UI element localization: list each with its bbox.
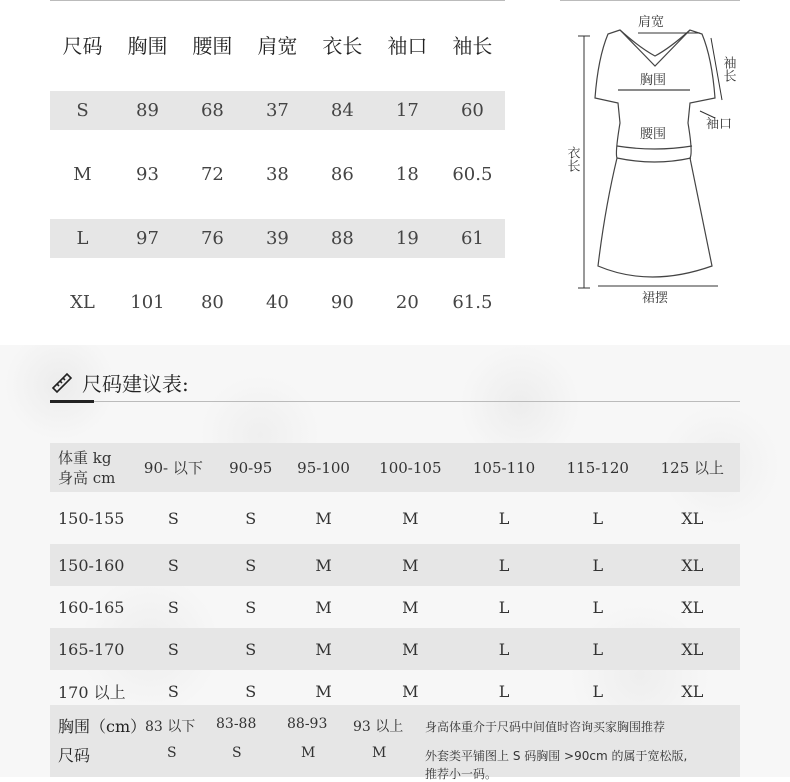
size-cell: M [402, 508, 419, 528]
cell: L [50, 219, 115, 258]
height-cell: 165-170 [50, 628, 129, 670]
size-cell: XL [681, 597, 704, 617]
weight-header: 100-105 [363, 443, 457, 492]
title-underline-accent [50, 400, 94, 403]
header-shoulder: 肩宽 [257, 33, 298, 58]
recommendation-title [50, 368, 189, 397]
cell: 80 [200, 292, 224, 313]
size-cell: L [457, 544, 551, 586]
recommendation-header-row [50, 443, 740, 492]
header-sleeve: 袖长 [452, 33, 493, 58]
size-cell: S [245, 681, 257, 701]
weight-header: 115-120 [551, 443, 645, 492]
size-cell: S [245, 597, 257, 617]
header-size: 尺码 [62, 33, 103, 58]
size-cell: L [551, 544, 645, 586]
size-cell: L [498, 508, 510, 528]
chest-size: S [232, 745, 242, 761]
cell: 89 [115, 91, 180, 130]
cell: 86 [330, 164, 354, 185]
cell: 93 [136, 164, 159, 185]
label-cuff: 袖口 [706, 117, 733, 132]
size-cell: L [592, 681, 604, 701]
cell: 90 [330, 292, 354, 313]
chest-size: S [167, 745, 177, 761]
size-cell: S [129, 628, 218, 670]
chest-guide-label: 胸围（cm） [58, 717, 147, 736]
chest-note-2: 外套类平铺图上 S 码胸围 >90cm 的属于宽松版, [425, 749, 688, 763]
recommendation-row [50, 492, 740, 544]
weight-header: 105-110 [457, 443, 551, 492]
dress-outline [595, 30, 715, 277]
size-cell: S [218, 544, 284, 586]
size-guide-label: 尺码 [58, 746, 91, 765]
recommendation-table [50, 443, 740, 712]
size-cell: M [315, 508, 332, 528]
size-chart-section [0, 0, 790, 345]
cell: 39 [245, 219, 310, 258]
cell: 88 [310, 219, 375, 258]
ruler-icon [50, 371, 74, 395]
recommendation-row [50, 586, 740, 628]
cell: 61.5 [452, 292, 493, 313]
height-cell: 150-160 [50, 544, 129, 586]
size-cell: L [592, 597, 604, 617]
cell: 20 [395, 292, 419, 313]
size-row [50, 155, 505, 194]
size-cell: S [245, 508, 257, 528]
cell: S [50, 91, 115, 130]
chest-size: M [372, 745, 387, 761]
cell: 40 [265, 292, 289, 313]
cell: 72 [200, 164, 224, 185]
size-cell: S [167, 681, 179, 701]
size-cell: XL [645, 544, 740, 586]
cell: 84 [310, 91, 375, 130]
size-row [50, 219, 505, 258]
size-chart-header-row [50, 22, 505, 66]
chest-note-3: 推荐小一码。 [425, 767, 498, 781]
size-cell: L [457, 628, 551, 670]
cell: XL [70, 292, 95, 313]
label-waist: 腰围 [640, 127, 667, 142]
weight-header: 125 以上 [645, 443, 740, 492]
cell: 61 [440, 219, 505, 258]
size-cell: L [498, 597, 510, 617]
size-row [50, 283, 505, 322]
size-cell: M [363, 544, 457, 586]
chest-guide [50, 705, 740, 781]
cell: 76 [180, 219, 245, 258]
header-weight: 体重 kg [58, 448, 112, 467]
weight-header: 95-100 [284, 443, 364, 492]
size-cell: M [284, 544, 364, 586]
height-cell: 170 以上 [58, 682, 126, 702]
cell: 68 [180, 91, 245, 130]
weight-header: 90- 以下 [129, 443, 218, 492]
chest-range: 88-93 [287, 716, 328, 732]
size-cell: S [167, 597, 179, 617]
size-cell: M [363, 628, 457, 670]
size-cell: M [284, 628, 364, 670]
label-length: 衣长 [564, 146, 580, 172]
size-cell: S [218, 628, 284, 670]
size-cell: XL [645, 628, 740, 670]
cell: 97 [115, 219, 180, 258]
chest-range: 93 以上 [353, 719, 404, 735]
height-cell: 150-155 [58, 508, 125, 528]
top-divider [50, 0, 505, 1]
size-cell: S [129, 544, 218, 586]
size-cell: L [498, 681, 510, 701]
label-shoulder: 肩宽 [638, 15, 665, 30]
recommendation-row [50, 544, 740, 586]
size-chart-table [50, 22, 505, 322]
chest-size: M [301, 745, 316, 761]
label-hem: 裙摆 [642, 291, 669, 306]
waist-seam-lower [617, 158, 691, 162]
neckline [620, 30, 690, 66]
waist-seam [617, 146, 692, 149]
size-cell: M [402, 681, 419, 701]
cell: 17 [375, 91, 440, 130]
cell: 38 [265, 164, 289, 185]
recommendation-title-text: 尺码建议表: [82, 372, 189, 396]
chest-note-1: 身高体重介于尺码中间值时咨询买家胸围推荐 [425, 720, 666, 734]
header-waist: 腰围 [192, 33, 233, 58]
cell: 37 [245, 91, 310, 130]
weight-header: 90-95 [218, 443, 284, 492]
header-cuff: 袖口 [387, 33, 428, 58]
recommendation-row [50, 628, 740, 670]
title-underline [50, 401, 740, 402]
header-height: 身高 cm [58, 468, 116, 487]
size-cell: M [315, 681, 332, 701]
size-cell: XL [681, 508, 704, 528]
cell: 19 [375, 219, 440, 258]
label-sleeve-length: 袖长 [720, 56, 736, 82]
height-cell: 160-165 [58, 597, 125, 617]
size-row [50, 91, 505, 130]
header-corner [50, 443, 129, 492]
size-cell: M [315, 597, 332, 617]
cell: 101 [130, 292, 165, 313]
size-cell: S [167, 508, 179, 528]
label-chest: 胸围 [640, 73, 667, 88]
size-cell: XL [681, 681, 704, 701]
cell: 18 [395, 164, 419, 185]
header-chest: 胸围 [127, 33, 168, 58]
header-length: 衣长 [322, 33, 363, 58]
dress-diagram [560, 8, 750, 308]
size-cell: M [402, 597, 419, 617]
size-cell: L [592, 508, 604, 528]
size-cell: L [551, 628, 645, 670]
chest-range: 83-88 [216, 716, 257, 732]
chest-range: 83 以下 [145, 719, 196, 735]
cell: M [73, 164, 92, 185]
cell: 60.5 [452, 164, 493, 185]
cell: 60 [440, 91, 505, 130]
top-divider-right [560, 0, 740, 1]
